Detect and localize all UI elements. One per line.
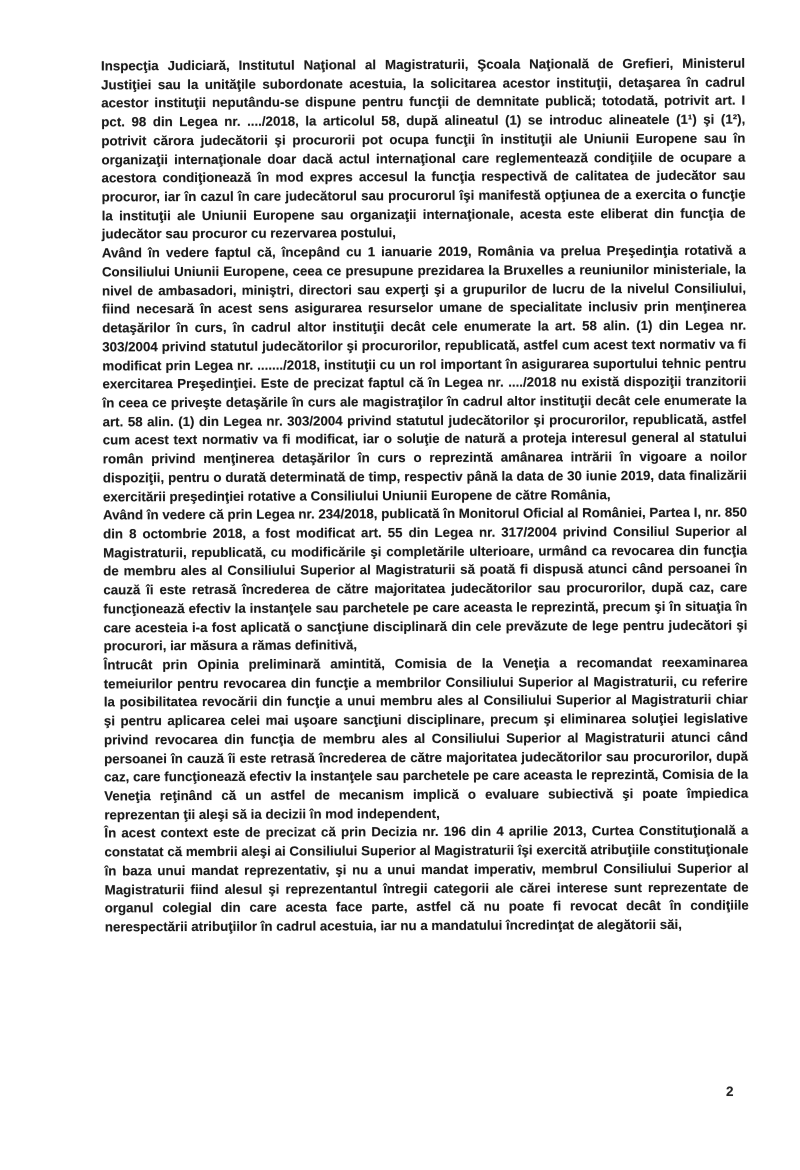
paragraph-1: Inspecţia Judiciară, Institutul Naţional al Magistraturii, Şcoala Naţională de Grefieri, Ministerul Justiţiei sau la unităţile subordonate acestuia, la solicitarea acestor instituţii, detaşarea în cadrul acestor instituţii neputându-se dispune pentru funcţii de demnitate publică; totodată, potrivit art. I pct. 98 din Legea nr. ..../2018, la articolul 58, după alineatul (1) se introduc alineatele (1¹) şi (1²), potrivit cărora judecătorii şi procurorii pot ocupa funcţii în instituţii ale Uniunii Europene sau în organizaţii internaţionale doar dacă actul internaţional care reglementează condiţiile de ocupare a acestora condiţionează în mod expres accesul la funcţia respectivă de calitatea de judecător sau procuror, iar în cazul în care judecătorul sau procurorul îşi manifestă opţiunea de a exercita o funcţie la instituţii ale Uniunii Europene sau organizaţii internaţionale, acesta este eliberat din funcţia de judecător sau procuror cu rezervarea postului, xyxy=(101,55,746,242)
document-text-block xyxy=(101,55,749,938)
paragraph-5: În acest context este de precizat că prin Decizia nr. 196 din 4 aprilie 2013, Curtea Constituţională a constatat că membrii aleşi ai Consiliului Superior al Magistraturii îşi exercită atribuţiile constituţionale în baza unui mandat reprezentativ, şi nu a unui mandat imperativ, membrul Consiliului Superior al Magistraturii fiind alesul şi reprezentantul întregii categorii ale cărei interese sunt reprezentate de organul colegial din care acesta face parte, astfel că nu poate fi revocat decât în condiţiile nerespectării atribuţiilor în cadrul acestuia, iar nu a mandatului încredinţat de alegătorii săi, xyxy=(104,823,749,935)
paragraph-4: Întrucât prin Opinia preliminară amintită, Comisia de la Veneţia a recomandat reexaminarea temeiurilor pentru revocarea din funcţie a membrilor Consiliului Superior al Magistraturii, cu referire la posibilitatea revocării din funcţie a unui membru ales al Consiliului Superior al Magistraturii chiar şi pentru aplicarea celei mai uşoare sancţiuni disciplinare, precum şi eliminarea soluţiei legislative privind revocarea din funcţia de membru ales al Consiliului Superior al Magistraturii atunci când persoanei în cauză îi este retrasă încrederea de către majoritatea judecătorilor sau procurorilor, după caz, care funcţionează efectiv la instanţele sau parchetele pe care aceasta le reprezintă, Comisia de la Veneţia reţinând că un astfel de mecanism implică o evaluare subiectivă şi poate împiedica reprezentan ţii aleşi să ia decizii în mod independent, xyxy=(103,654,749,823)
page-number: 2 xyxy=(726,1084,734,1099)
paragraph-2: Având în vedere faptul că, începând cu 1 ianuarie 2019, România va prelua Preşedinţia rotativă a Consiliului Uniunii Europene, ceea ce presupune prezidarea la Bruxelles a reuniunilor ministeriale, la nivel de ambasadori, miniştri, directori sau experţi şi a grupurilor de lucru de la nivelul Consiliului, fiind necesară în acest sens asigurarea resurselor umane de specialitate inclusiv prin menţinerea detaşărilor în curs, în cadrul altor instituţii decât cele enumerate la art. 58 alin. (1) din Legea nr. 303/2004 privind statutul judecătorilor şi procurorilor, republicată, astfel cum acest text normativ va fi modificat prin Legea nr. ......./2018, instituţii cu un rol important în asigurarea suportului tehnic pentru exercitarea Preşedinţiei. Este de precizat faptul că în Legea nr. ..../2018 nu există dispoziţii tranzitorii în ceea ce priveşte detaşările în curs ale magistraţilor în cadrul altor instituţii decât cele enumerate la art. 58 alin. (1) din Legea nr. 303/2004 privind statutul judecătorilor şi procurorilor, republicată, astfel cum acest text normativ va fi modificat, iar o soluţie de natură a proteja interesul general al statului român privind menţinerea detaşărilor în curs o reprezintă amânarea intrării în vigoare a noilor dispoziţii, pentru o durată determinată de timp, respectiv până la data de 30 iunie 2019, data finalizării exercitării preşedinţiei rotative a Consiliului Uniunii Europene de către România, xyxy=(101,242,747,504)
paragraph-3: Având în vedere că prin Legea nr. 234/2018, publicată în Monitorul Oficial al României, Partea I, nr. 850 din 8 octombrie 2018, a fost modificat art. 55 din Legea nr. 317/2004 privind Consiliul Superior al Magistraturii, republicată, cu modificările şi completările ulterioare, urmând ca revocarea din funcţia de membru ales al Consiliului Superior al Magistraturii să poată fi dispusă atunci când persoanei în cauză îi este retrasă încrederea de către majoritatea judecătorilor sau procurorilor, după caz, care funcţionează efectiv la instanţele sau parchetele pe care aceasta le reprezintă, precum şi în situaţia în care acesteia i-a fost aplicată o sancţiune disciplinară din cele prevăzute de lege pentru judecători şi procurori, iar măsura a rămas definitivă, xyxy=(102,504,748,654)
